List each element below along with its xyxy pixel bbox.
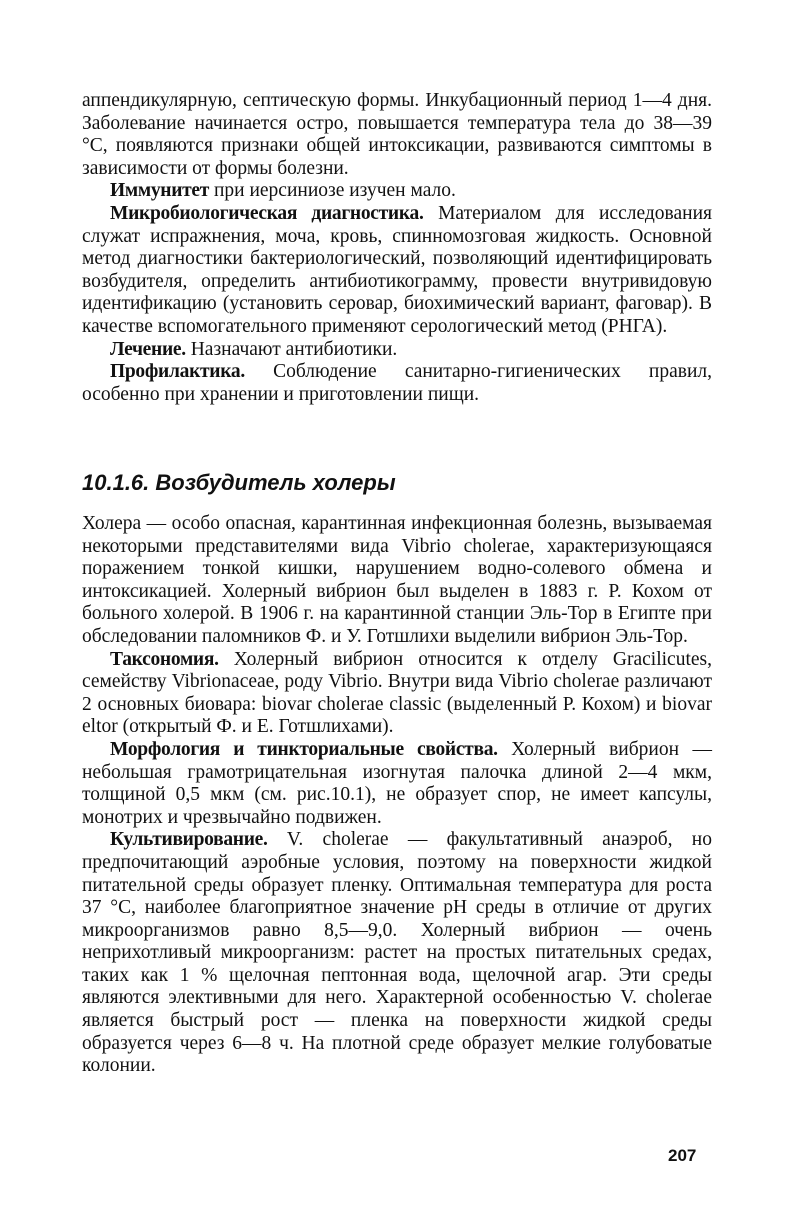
paragraph-intro: Холера — особо опасная, карантинная инфекционная болезнь, вызываемая некоторыми представителями вида Vibrio cholerae, характеризующаяся поражением тонкой кишки, нарушением водно-солевого обмена и интоксикацией. Холерный вибрион был выделен в 1883 г. Р. Кохом от больного холерой. В 1906 г. на карантинной станции Эль-Тор в Египте при обследовании паломников Ф. и У. Готшлихи выделили вибрион Эль-Тор. — [82, 513, 712, 647]
text-morphology: Холерный вибрион — небольшая грамотрицательная изогнутая палочка длиной 2—4 мкм, толщиной 0,5 мкм (см. рис.10.1), не образует спор, не имеет капсулы, монотрих и чрезвычайно подвижен. — [82, 738, 712, 828]
text-cultivation: V. cholerae — факультативный анаэроб, но предпочитающий аэробные условия, поэтому на поверхности жидкой питательной среды образует пленку. Оптимальная температура для роста 37 °С, наиболее благоприятное значение рН среды в отличие от других микроорганизмов равно 8,5—9,0. Холерный вибрион — очень неприхотливый микроорганизм: растет на простых питательных средах, таких как 1 % щелочная пептонная вода, щелочной агар. Эти среды являются элективными для него. Характерной особенностью V. cholerae является быстрый рост — пленка на поверхности жидкой среды образуется через 6—8 ч. На плотной среде образует мелкие голубоватые колонии. — [82, 829, 712, 1077]
paragraph-treatment — [82, 339, 712, 362]
term-diagnostics: Микробиологическая диагностика. — [110, 202, 424, 224]
term-treatment: Лечение. — [110, 338, 186, 360]
paragraph-prevention — [82, 361, 712, 406]
text-block-cholera — [82, 513, 712, 1078]
text-treatment: Назначают антибиотики. — [185, 338, 398, 360]
term-prevention: Профилактика. — [110, 361, 245, 383]
paragraph-immunity — [82, 180, 712, 203]
page-number: 207 — [668, 1146, 697, 1165]
term-morphology: Морфология и тинкториальные свойства. — [110, 738, 498, 760]
term-taxonomy: Таксономия. — [110, 648, 219, 670]
text-prevention: Соблюдение санитарно-гигиенических правил, особенно при хранении и приготовлении пищи. — [82, 361, 712, 405]
paragraph-cultivation — [82, 829, 712, 1078]
term-cultivation: Культивирование. — [110, 829, 268, 851]
text-block-top — [82, 90, 712, 406]
paragraph-continuation: аппендикулярную, септическую формы. Инкубационный период 1—4 дня. Заболевание начинается остро, повышается температура тела до 38—39 °С, появляются признаки общей интоксикации, развиваются симптомы в зависимости от формы болезни. — [82, 90, 712, 179]
text-taxonomy: Холерный вибрион относится к отделу Gracilicutes, семейству Vibrionaceae, роду Vibrio. Внутри вида Vibrio cholerae различают 2 основных биовара: biovar cholerae classic (выделенный Р. Кохом) и biovar eltor (открытый Ф. и Е. Готшлихами). — [82, 648, 712, 738]
section-heading: 10.1.6. Возбудитель холеры — [82, 470, 396, 495]
text-diagnostics: Материалом для исследования служат испражнения, моча, кровь, спинномозговая жидкость. Основной метод диагностики бактериологический, позволяющий идентифицировать возбудителя, определить антибиотикограмму, провести внутривидовую идентификацию (установить серовар, биохимический вариант, фаговар). В качестве вспомогательного применяют серологический метод (РНГА). — [82, 202, 712, 337]
paragraph-diagnostics — [82, 203, 712, 339]
paragraph-taxonomy — [82, 649, 712, 739]
term-immunity: Иммунитет — [110, 180, 210, 202]
paragraph-morphology — [82, 739, 712, 829]
text-immunity: при иерсиниозе изучен мало. — [209, 180, 456, 202]
